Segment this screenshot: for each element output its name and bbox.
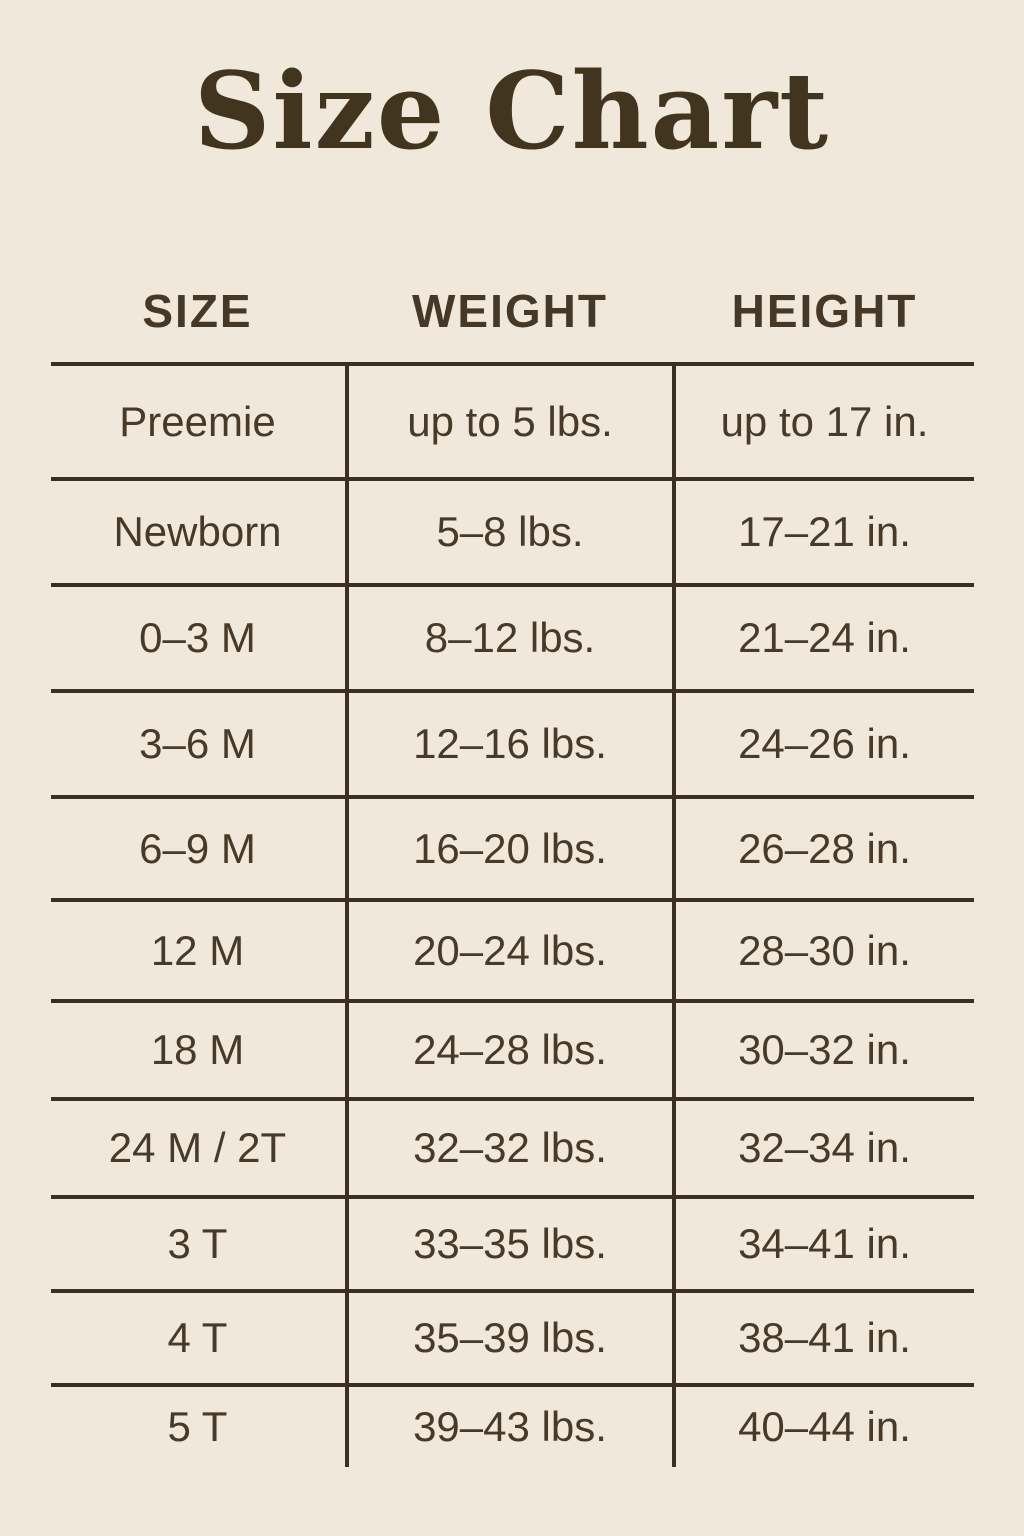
table-row (51, 362, 974, 477)
weight-cell: 39–43 lbs. (345, 1383, 676, 1467)
table-header-row (51, 164, 974, 362)
size-cell: Preemie (51, 362, 345, 477)
height-cell: 24–26 in. (676, 689, 974, 795)
size-cell: 24 M / 2T (51, 1097, 345, 1195)
height-cell: 17–21 in. (676, 477, 974, 583)
weight-cell: 16–20 lbs. (345, 795, 676, 898)
height-cell: 38–41 in. (676, 1289, 974, 1383)
size-cell: 5 T (51, 1383, 345, 1467)
size-cell: 18 M (51, 999, 345, 1097)
size-cell: 6–9 M (51, 795, 345, 898)
weight-cell: up to 5 lbs. (345, 362, 676, 477)
height-cell: 26–28 in. (676, 795, 974, 898)
table-row (51, 898, 974, 999)
header-weight: WEIGHT (412, 285, 608, 337)
height-cell: 30–32 in. (676, 999, 974, 1097)
size-cell: 0–3 M (51, 583, 345, 689)
weight-cell: 32–32 lbs. (345, 1097, 676, 1195)
header-height: HEIGHT (731, 285, 918, 337)
table-row (51, 999, 974, 1097)
table-row (51, 1097, 974, 1195)
page-title: Size Chart (193, 48, 831, 173)
table-row (51, 477, 974, 583)
table-row (51, 1195, 974, 1289)
height-cell: 32–34 in. (676, 1097, 974, 1195)
table-row (51, 1383, 974, 1467)
weight-cell: 12–16 lbs. (345, 689, 676, 795)
size-cell: 3 T (51, 1195, 345, 1289)
weight-cell: 5–8 lbs. (345, 477, 676, 583)
table-row (51, 795, 974, 898)
size-cell: 12 M (51, 898, 345, 999)
weight-cell: 20–24 lbs. (345, 898, 676, 999)
weight-cell: 24–28 lbs. (345, 999, 676, 1097)
size-cell: 4 T (51, 1289, 345, 1383)
weight-cell: 33–35 lbs. (345, 1195, 676, 1289)
size-cell: Newborn (51, 477, 345, 583)
size-chart-table (51, 164, 974, 1467)
height-cell: 34–41 in. (676, 1195, 974, 1289)
weight-cell: 35–39 lbs. (345, 1289, 676, 1383)
table-row (51, 1289, 974, 1383)
height-cell: 21–24 in. (676, 583, 974, 689)
weight-cell: 8–12 lbs. (345, 583, 676, 689)
size-cell: 3–6 M (51, 689, 345, 795)
header-size: SIZE (142, 285, 253, 337)
height-cell: 28–30 in. (676, 898, 974, 999)
table-row (51, 583, 974, 689)
height-cell: 40–44 in. (676, 1383, 974, 1467)
height-cell: up to 17 in. (676, 362, 974, 477)
table-row (51, 689, 974, 795)
